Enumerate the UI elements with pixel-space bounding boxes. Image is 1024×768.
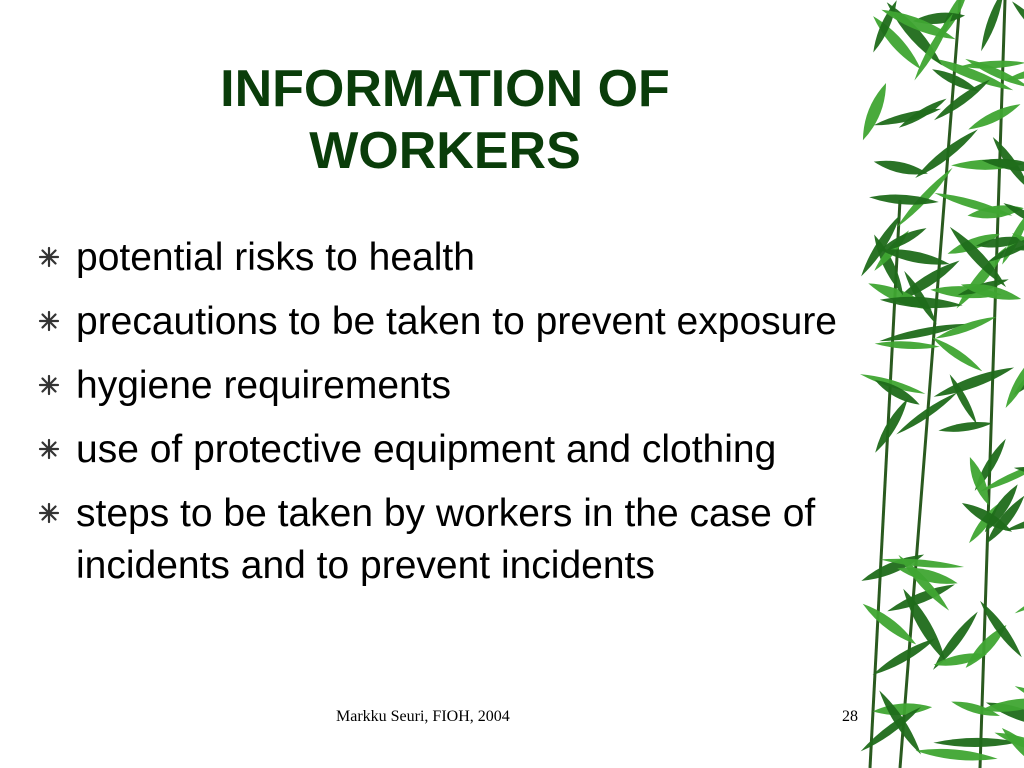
bullet-text: precautions to be taken to prevent exposure (76, 300, 837, 343)
bullet-text: potential risks to health (76, 236, 475, 279)
bullet-text: hygiene requirements (76, 364, 452, 407)
title-line-2: WORKERS (309, 122, 581, 180)
page-number: 28 (842, 708, 858, 725)
asterisk-bullet-icon (38, 310, 60, 332)
list-item (30, 360, 900, 412)
list-item (30, 424, 900, 476)
footer-credit: Markku Seuri, FIOH, 2004 (336, 708, 510, 725)
asterisk-bullet-icon (38, 246, 60, 268)
bullet-list (30, 232, 900, 604)
list-item (30, 488, 900, 592)
list-item (30, 232, 900, 284)
title-line-1: INFORMATION OF (220, 60, 670, 118)
asterisk-bullet-icon (38, 502, 60, 524)
asterisk-bullet-icon (38, 374, 60, 396)
page-title (80, 58, 810, 182)
list-item (30, 296, 900, 348)
bullet-text: use of protective equipment and clothing (76, 428, 777, 471)
asterisk-bullet-icon (38, 438, 60, 460)
bullet-text: steps to be taken by workers in the case of incidents and to prevent incidents (76, 492, 816, 587)
